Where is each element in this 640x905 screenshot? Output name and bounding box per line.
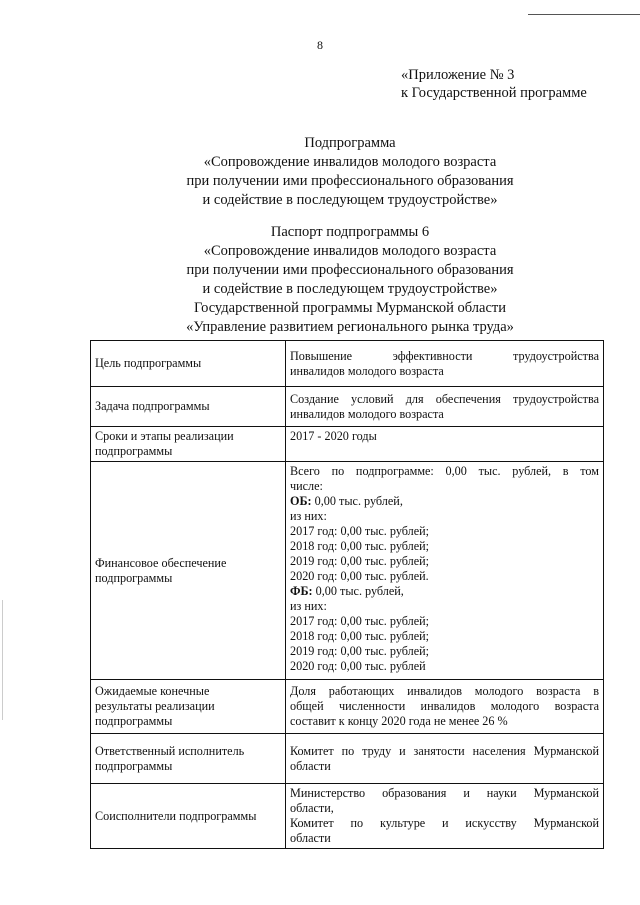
fb-2017: 2017 год: 0,00 тыс. рублей; [290, 614, 430, 628]
ob-of-them: из них: [290, 509, 327, 523]
coexec-value-line-1: Министерство образования и науки Мурманской [290, 786, 599, 800]
terms-label-line-2: подпрограммы [95, 444, 173, 458]
subprogram-title-line-3: при получении ими профессионального образования [186, 173, 514, 189]
passport-table [90, 340, 604, 849]
finance-label-line-1: Финансовое обеспечение [95, 555, 227, 570]
ob-2020: 2020 год: 0,00 тыс. рублей. [290, 569, 429, 583]
table-row-goal [91, 341, 604, 387]
finance-total-line-1: Всего по подпрограмме: 0,00 тыс. рублей, в том [290, 464, 599, 478]
appendix-note [401, 66, 587, 102]
task-label: Задача подпрограммы [91, 387, 286, 427]
executor-value [286, 734, 604, 784]
ob-value: 0,00 тыс. рублей, [311, 494, 403, 508]
results-label-line-1: Ожидаемые конечные [95, 684, 210, 698]
finance-label-line-2: подпрограммы [95, 570, 173, 585]
fb-value: 0,00 тыс. рублей, [312, 584, 404, 598]
coexec-value-line-3: Комитет по культуре и искусству Мурманской [290, 816, 599, 830]
scan-edge-mark [528, 0, 640, 15]
appendix-line-1: «Приложение № 3 [401, 67, 515, 83]
ob-label: ОБ: [290, 494, 312, 508]
table-row-terms [91, 427, 604, 462]
fb-2020: 2020 год: 0,00 тыс. рублей [290, 659, 426, 673]
coexec-value-line-2: области, [290, 801, 334, 815]
executor-label [91, 734, 286, 784]
results-label [91, 680, 286, 734]
task-value-line-2: инвалидов молодого возраста [290, 406, 444, 421]
goal-value [286, 341, 604, 387]
results-label-line-3: подпрограммы [95, 714, 173, 728]
appendix-line-2: к Государственной программе [401, 85, 587, 101]
fb-label: ФБ: [290, 584, 313, 598]
passport-title-line-1: Паспорт подпрограммы 6 [270, 224, 430, 240]
table-row-executor [91, 734, 604, 784]
table-row-task [91, 387, 604, 427]
passport-title-line-2: «Сопровождение инвалидов молодого возраста [203, 243, 497, 259]
finance-total-line-2: числе: [290, 479, 323, 493]
executor-value-line-2: области [290, 758, 331, 773]
subprogram-title-line-2: «Сопровождение инвалидов молодого возраста [203, 154, 497, 170]
scan-left-edge [2, 600, 3, 720]
results-value [286, 680, 604, 734]
task-value-line-1: Создание условий для обеспечения трудоустройства [290, 391, 599, 406]
executor-label-line-1: Ответственный исполнитель [95, 743, 245, 758]
fb-2019: 2019 год: 0,00 тыс. рублей; [290, 644, 430, 658]
passport-title-line-3: при получении ими профессионального образования [186, 262, 514, 278]
goal-value-line-2: инвалидов молодого возраста [290, 363, 444, 378]
fb-2018: 2018 год: 0,00 тыс. рублей; [290, 629, 430, 643]
results-value-line-1: Доля работающих инвалидов молодого возраста в [290, 684, 599, 698]
results-value-line-2: общей численности инвалидов молодого возраста [290, 699, 599, 713]
results-value-line-3: составит к концу 2020 года не менее 26 % [290, 714, 508, 728]
subprogram-title-line-4: и содействие в последующем трудоустройстве» [202, 192, 498, 208]
terms-value: 2017 - 2020 годы [286, 427, 604, 462]
goal-value-line-1: Повышение эффективности трудоустройства [290, 348, 599, 363]
finance-ob-line [290, 494, 599, 509]
table-row-finance [91, 462, 604, 680]
passport-title-line-5: Государственной программы Мурманской области [193, 300, 507, 316]
finance-label [91, 462, 286, 680]
ob-2018: 2018 год: 0,00 тыс. рублей; [290, 539, 430, 553]
subprogram-title-line-1: Подпрограмма [304, 135, 396, 151]
passport-title [150, 223, 550, 337]
terms-label-line-1: Сроки и этапы реализации [95, 429, 234, 443]
passport-title-line-4: и содействие в последующем трудоустройстве» [202, 281, 498, 297]
finance-value [286, 462, 604, 680]
finance-fb-line [290, 584, 599, 599]
table-row-coexecutors [91, 784, 604, 849]
table-row-results [91, 680, 604, 734]
subprogram-title [150, 134, 550, 210]
terms-label [91, 427, 286, 462]
executor-value-line-1: Комитет по труду и занятости населения Мурманской [290, 743, 599, 758]
page-number: 8 [317, 38, 323, 52]
coexec-value-line-4: области [290, 831, 331, 845]
coexecutors-label: Соисполнители подпрограммы [91, 784, 286, 849]
fb-of-them: из них: [290, 599, 327, 613]
goal-label: Цель подпрограммы [91, 341, 286, 387]
ob-2017: 2017 год: 0,00 тыс. рублей; [290, 524, 430, 538]
coexecutors-value [286, 784, 604, 849]
ob-2019: 2019 год: 0,00 тыс. рублей; [290, 554, 430, 568]
executor-label-line-2: подпрограммы [95, 758, 173, 773]
passport-title-line-6: «Управление развитием регионального рынка труда» [186, 319, 514, 335]
task-value [286, 387, 604, 427]
results-label-line-2: результаты реализации [95, 699, 215, 713]
